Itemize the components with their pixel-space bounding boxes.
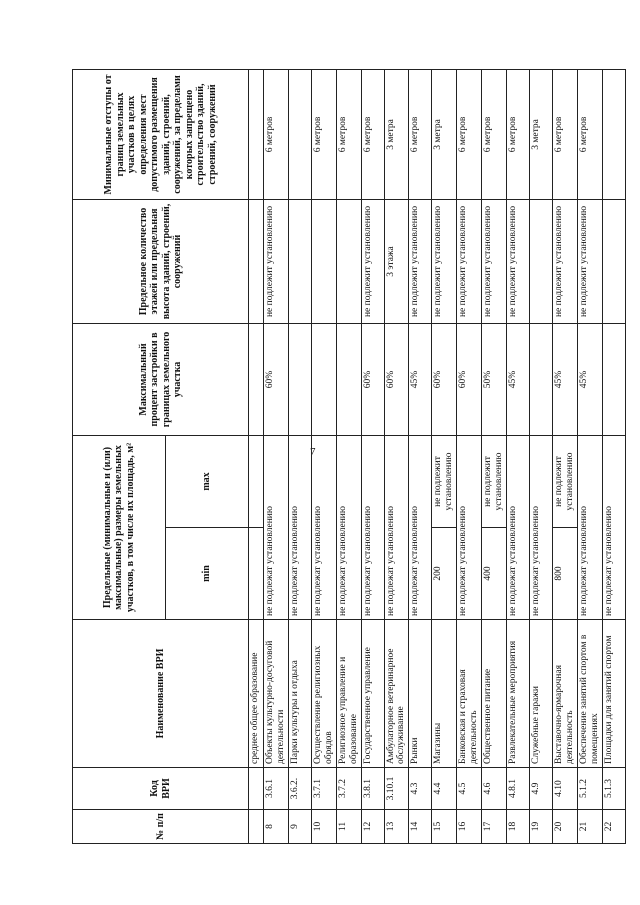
cell-percent: 45% [506, 323, 529, 435]
cell-code: 3.6.1 [264, 768, 289, 810]
cell-floors: не подлежит установлению [482, 199, 507, 323]
header-min: min [166, 528, 249, 620]
cell-n: 21 [577, 810, 602, 844]
cell-floors: не подлежит установлению [506, 199, 529, 323]
cell-code: 5.1.3 [602, 768, 625, 810]
cell-setback: 6 метров [311, 69, 336, 199]
cell-min: 400 [482, 528, 507, 620]
header-name: Наименование ВРИ [73, 620, 249, 768]
cell-min: не подлежат установлению [457, 435, 482, 619]
cell-floors [602, 199, 625, 323]
cell-min: не подлежат установлению [577, 435, 602, 619]
cell-code: 3.6.2. [288, 768, 311, 810]
cell-min: не подлежат установлению [288, 435, 311, 619]
cell-max: не подлежит установлению [482, 435, 507, 527]
cell-setback: 6 метров [457, 69, 482, 199]
rotated-table-wrapper [72, 70, 614, 844]
cell-setback: 6 метров [552, 69, 577, 199]
cell-percent: 60% [457, 323, 482, 435]
cell-n: 12 [361, 810, 384, 844]
cell-name: Служебные гаражи [529, 620, 552, 768]
header-num: № п/п [73, 810, 249, 844]
cell-min: не подлежат установлению [384, 435, 409, 619]
cell-percent: 50% [482, 323, 507, 435]
cell-floors: не подлежит установлению [432, 199, 457, 323]
cell-name: Площадки для занятий спортом [602, 620, 625, 768]
cell-code: 4.9 [529, 768, 552, 810]
cell-setback: 6 метров [264, 69, 289, 199]
cell-percent [336, 323, 361, 435]
cell-min: 800 [552, 528, 577, 620]
table-row [457, 69, 482, 843]
cell-setback [288, 69, 311, 199]
cell-floors: не подлежит установлению [552, 199, 577, 323]
cell-n: 18 [506, 810, 529, 844]
table-row [264, 69, 289, 843]
table-row [384, 69, 409, 843]
cell-min: не подлежат установлению [506, 435, 529, 619]
cell-floors [336, 199, 361, 323]
cell-floors: не подлежит установлению [264, 199, 289, 323]
header-setback: Минимальные отступы от границ земельных участков в целях определения мест допустимого размещения зданий, строений, сооружений, за пределами которых запрещено строительство зданий, строений, сооружений [73, 69, 249, 199]
table-row [577, 69, 602, 843]
cell-setback: 6 метров [506, 69, 529, 199]
cell-min: не подлежат установлению [336, 435, 361, 619]
cell-floors [529, 199, 552, 323]
cell-name: Общественное питание [482, 620, 507, 768]
cell-percent [529, 323, 552, 435]
cell-name: Объекты культурно-досуговой деятельности [264, 620, 289, 768]
table-row [482, 69, 507, 843]
cell-percent: 60% [361, 323, 384, 435]
cell-n: 17 [482, 810, 507, 844]
cell-min: не подлежат установлению [264, 435, 289, 619]
cell-code: 4.3 [409, 768, 432, 810]
zoning-table [72, 69, 626, 844]
cell-name: Выставочно-ярмарочная деятельность [552, 620, 577, 768]
cell-setback: 6 метров [409, 69, 432, 199]
section-row [249, 69, 264, 843]
cell-code: 3.7.2 [336, 768, 361, 810]
cell-n: 15 [432, 810, 457, 844]
cell-code: 3.7.1 [311, 768, 336, 810]
table-row [409, 69, 432, 843]
cell-name: Банковская и страховая деятельность [457, 620, 482, 768]
table-row [552, 69, 577, 843]
table-row [432, 69, 457, 843]
cell-setback: 6 метров [482, 69, 507, 199]
cell-floors [288, 199, 311, 323]
table-row [602, 69, 625, 843]
table-row [529, 69, 552, 843]
cell-floors: не подлежит установлению [457, 199, 482, 323]
cell-floors: не подлежит установлению [577, 199, 602, 323]
table-row [311, 69, 336, 843]
cell-max: не подлежит установлению [552, 435, 577, 527]
page-number: 7 [310, 446, 316, 458]
table-row [361, 69, 384, 843]
cell-percent [311, 323, 336, 435]
cell-setback: 3 метра [384, 69, 409, 199]
header-sizes: Предельные (минимальные и (или) максимальные) размеры земельных участков, в том числе их площадь, м² [73, 435, 166, 619]
cell-name: Осуществление религиозных обрядов [311, 620, 336, 768]
cell-n: 11 [336, 810, 361, 844]
cell-setback: 6 метров [336, 69, 361, 199]
cell-max: не подлежит установлению [432, 435, 457, 527]
cell-setback: 6 метров [361, 69, 384, 199]
cell-n: 10 [311, 810, 336, 844]
cell-min: не подлежат установлению [311, 435, 336, 619]
cell-percent: 60% [264, 323, 289, 435]
cell-setback: 3 метра [432, 69, 457, 199]
cell-code: 4.4 [432, 768, 457, 810]
cell-percent [288, 323, 311, 435]
cell-name: Парки культуры и отдыха [288, 620, 311, 768]
cell-min: не подлежат установлению [602, 435, 625, 619]
cell-floors: не подлежит установлению [409, 199, 432, 323]
cell-name: Магазины [432, 620, 457, 768]
cell-n: 9 [288, 810, 311, 844]
cell-code: 4.10 [552, 768, 577, 810]
cell-n: 13 [384, 810, 409, 844]
cell-setback [602, 69, 625, 199]
cell-floors: 3 этажа [384, 199, 409, 323]
table-row [506, 69, 529, 843]
cell-n: 8 [264, 810, 289, 844]
cell-setback: 6 метров [577, 69, 602, 199]
cell-percent: 45% [552, 323, 577, 435]
cell-name: Развлекательные мероприятия [506, 620, 529, 768]
cell-min: не подлежат установлению [409, 435, 432, 619]
cell-n: 16 [457, 810, 482, 844]
cell-percent: 45% [577, 323, 602, 435]
cell-percent: 60% [432, 323, 457, 435]
cell-floors: не подлежит установлению [361, 199, 384, 323]
cell-min: не подлежат установлению [361, 435, 384, 619]
cell-n: 22 [602, 810, 625, 844]
cell-code: 3.8.1 [361, 768, 384, 810]
cell-code: 3.10.1 [384, 768, 409, 810]
cell-percent: 45% [409, 323, 432, 435]
cell-code: 4.5 [457, 768, 482, 810]
cell-name: Рынки [409, 620, 432, 768]
header-percent: Максимальный процент застройки в границах земельного участка [73, 323, 249, 435]
section-label: среднее общее образование [249, 620, 264, 768]
cell-n: 14 [409, 810, 432, 844]
cell-percent: 60% [384, 323, 409, 435]
cell-min: не подлежат установлению [529, 435, 552, 619]
table-row [336, 69, 361, 843]
header-floors: Предельное количество этажей или предельная высота зданий, строений, сооружений [73, 199, 249, 323]
cell-name: Амбулаторное ветеринарное обслуживание [384, 620, 409, 768]
header-code: Код ВРИ [73, 768, 249, 810]
table-row [288, 69, 311, 843]
cell-floors [311, 199, 336, 323]
cell-code: 4.6 [482, 768, 507, 810]
cell-n: 19 [529, 810, 552, 844]
cell-name: Обеспечение занятий спортом в помещениях [577, 620, 602, 768]
cell-setback: 3 метра [529, 69, 552, 199]
cell-min: 200 [432, 528, 457, 620]
header-max: max [166, 435, 249, 527]
cell-name: Религиозное управление и образование [336, 620, 361, 768]
cell-percent [602, 323, 625, 435]
cell-code: 4.8.1 [506, 768, 529, 810]
cell-code: 5.1.2 [577, 768, 602, 810]
cell-n: 20 [552, 810, 577, 844]
cell-name: Государственное управление [361, 620, 384, 768]
